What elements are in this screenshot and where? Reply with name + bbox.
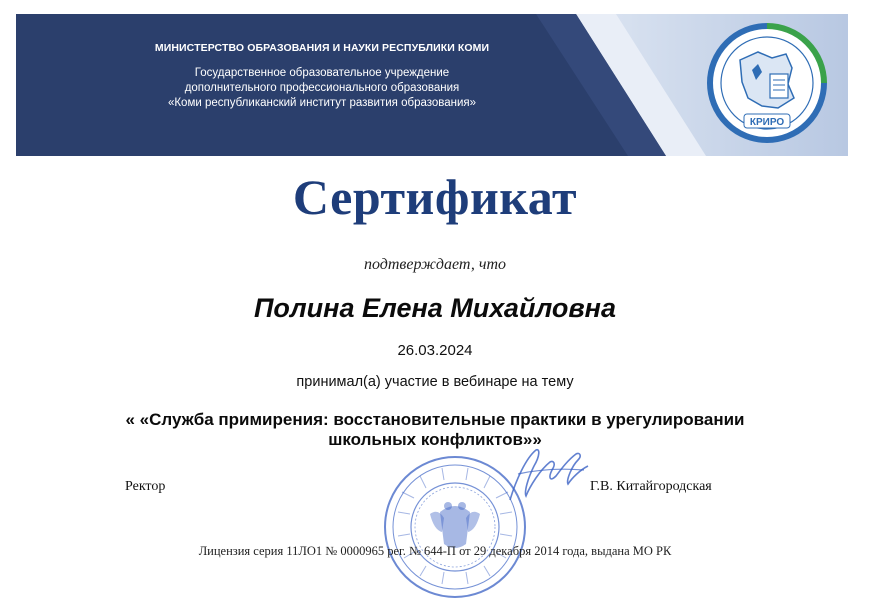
ministry-name: МИНИСТЕРСТВО ОБРАЗОВАНИЯ И НАУКИ РЕСПУБЛИКИ КОМИ — [154, 42, 490, 54]
header-text — [112, 42, 532, 111]
institution-line-3: «Коми республиканский институт развития образования» — [167, 97, 477, 109]
participation-text: принимал(а) участие в вебинаре на тему — [296, 374, 574, 390]
header-banner — [16, 14, 848, 156]
confirms-text: подтверждает, что — [363, 256, 507, 273]
institution-line-2: дополнительного профессионального образования — [184, 82, 460, 94]
license-info: Лицензия серия 11ЛО1 № 0000965 рег. № 644-П от 29 декабря 2014 года, выдана МО РК — [198, 544, 672, 558]
rector-signature — [496, 440, 596, 510]
webinar-topic-line-2: школьных конфликтов»» — [328, 430, 542, 449]
webinar-topic — [90, 410, 780, 450]
webinar-topic-line-1: « «Служба примирения: восстановительные практики в урегулировании — [125, 410, 745, 429]
rector-label: Ректор — [125, 479, 166, 494]
recipient-name: Полина Елена Михайловна — [253, 293, 617, 323]
institution-line-1: Государственное образовательное учреждение — [194, 67, 450, 79]
logo-text: КРИРО — [749, 117, 785, 128]
kriro-logo — [706, 22, 828, 144]
certificate-title: Сертификат — [292, 169, 578, 225]
rector-name: Г.В. Китайгородская — [590, 479, 712, 494]
event-date: 26.03.2024 — [397, 342, 473, 359]
